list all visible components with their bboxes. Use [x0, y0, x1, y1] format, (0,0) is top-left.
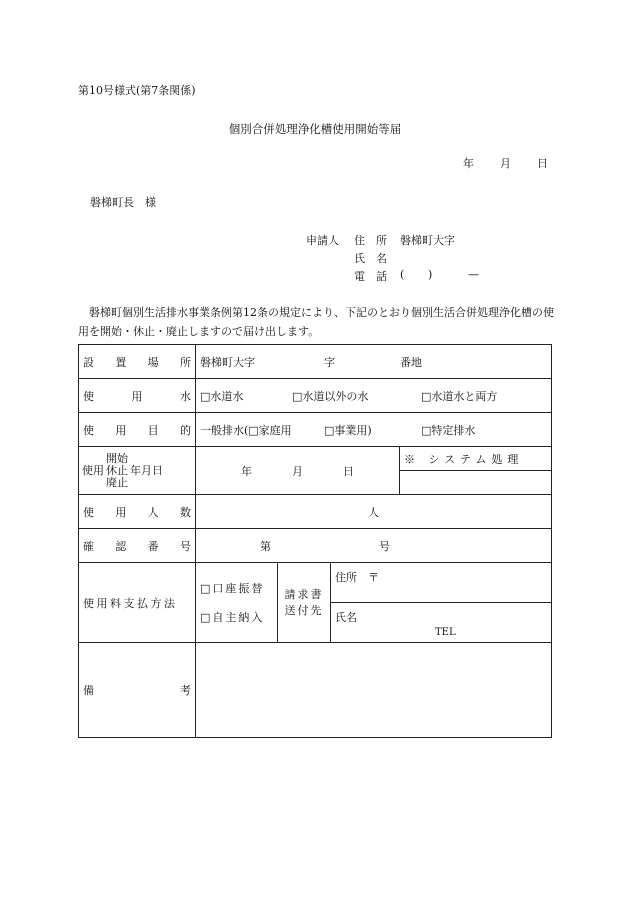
row-installation-location — [79, 345, 552, 379]
phone-paren-close: ) — [428, 268, 433, 281]
value-purpose — [196, 413, 552, 447]
confirmation-prefix: 第 — [260, 539, 271, 553]
date-day-label: 日 — [537, 157, 548, 170]
addressee: 磐梯町長 様 — [90, 196, 156, 209]
row-payment-method — [79, 563, 552, 603]
form-number: 第10号様式(第7条関係) — [78, 84, 196, 97]
value-installation-location[interactable] — [196, 345, 552, 379]
value-invoice-address[interactable] — [331, 563, 552, 603]
row-confirmation-number — [79, 529, 552, 563]
label-purpose: 使 用 目 的 — [79, 413, 196, 447]
system-processing-label: ※ システム処理 — [400, 447, 552, 471]
location-banchi: 番地 — [400, 355, 422, 369]
usage-day: 日 — [343, 464, 354, 478]
date-month-label: 月 — [500, 157, 511, 170]
checkbox-household[interactable]: 一般排水(□家庭用 — [200, 423, 292, 437]
row-remarks — [79, 643, 552, 738]
system-processing-value — [400, 471, 552, 495]
date-year-label: 年 — [463, 157, 474, 170]
checkbox-tap-water[interactable]: □水道水 — [200, 389, 244, 403]
phone-dash: — — [468, 268, 479, 281]
label-payment-method: 使用料支払方法 — [79, 563, 196, 643]
invoice-name-label: 氏名 — [335, 611, 357, 624]
checkbox-non-tap-water[interactable]: □水道以外の水 — [292, 389, 369, 403]
usage-year: 年 — [241, 464, 252, 478]
applicant-address-value: 磐梯町大字 — [400, 234, 455, 247]
value-payment-method — [196, 563, 278, 643]
statement-text: 磐梯町個別生活排水事業条例第12条の規定により、下記のとおり個別生活合併処理浄化槽の使用を開始・休止・廃止しますので届け出します。 — [78, 306, 554, 338]
label-water-used: 使 用 水 — [79, 379, 196, 413]
applicant-name-label: 氏 名 — [354, 252, 387, 265]
label-installation-location: 設 置 場 所 — [79, 345, 196, 379]
checkbox-bank-transfer[interactable]: □口座振替 — [200, 581, 265, 595]
checkbox-business[interactable]: □事業用) — [324, 423, 372, 437]
label-usage-date: 使用 開始 休止 廃止 年月日 — [79, 447, 196, 495]
location-oaza: 磐梯町大字 — [200, 355, 255, 369]
value-usage-date[interactable] — [196, 447, 400, 495]
date-line — [463, 155, 548, 171]
statement — [78, 303, 554, 341]
document-title: 個別合併処理浄化槽使用開始等届 — [228, 122, 402, 136]
users-unit: 人 — [368, 505, 379, 519]
row-purpose — [79, 413, 552, 447]
notification-form-table — [78, 344, 552, 738]
checkbox-special-drainage[interactable]: □特定排水 — [421, 423, 476, 437]
checkbox-both-water[interactable]: □水道水と両方 — [421, 389, 498, 403]
phone-paren-open: ( — [400, 268, 405, 281]
value-water-used — [196, 379, 552, 413]
applicant-address-label: 住 所 — [354, 234, 387, 247]
row-number-of-users — [79, 495, 552, 529]
checkbox-self-payment[interactable]: □自主納入 — [200, 610, 265, 624]
applicant-label: 申請人 — [306, 234, 339, 247]
label-number-of-users: 使 用 人 数 — [79, 495, 196, 529]
label-remarks: 備 考 — [79, 643, 196, 738]
confirmation-suffix: 号 — [379, 539, 390, 553]
value-remarks[interactable] — [196, 643, 552, 738]
row-water-used — [79, 379, 552, 413]
location-aza: 字 — [324, 355, 335, 369]
row-usage-date — [79, 447, 552, 471]
label-confirmation-number: 確 認 番 号 — [79, 529, 196, 563]
usage-month: 月 — [292, 464, 303, 478]
invoice-tel-label: TEL — [435, 627, 456, 638]
value-confirmation-number[interactable] — [196, 529, 552, 563]
value-invoice-name[interactable] — [331, 603, 552, 643]
invoice-address-label: 住所 〒 — [335, 571, 379, 584]
applicant-phone-label: 電 話 — [354, 270, 387, 283]
value-number-of-users[interactable] — [196, 495, 552, 529]
label-invoice-destination: 請求書 送付先 — [278, 563, 331, 643]
